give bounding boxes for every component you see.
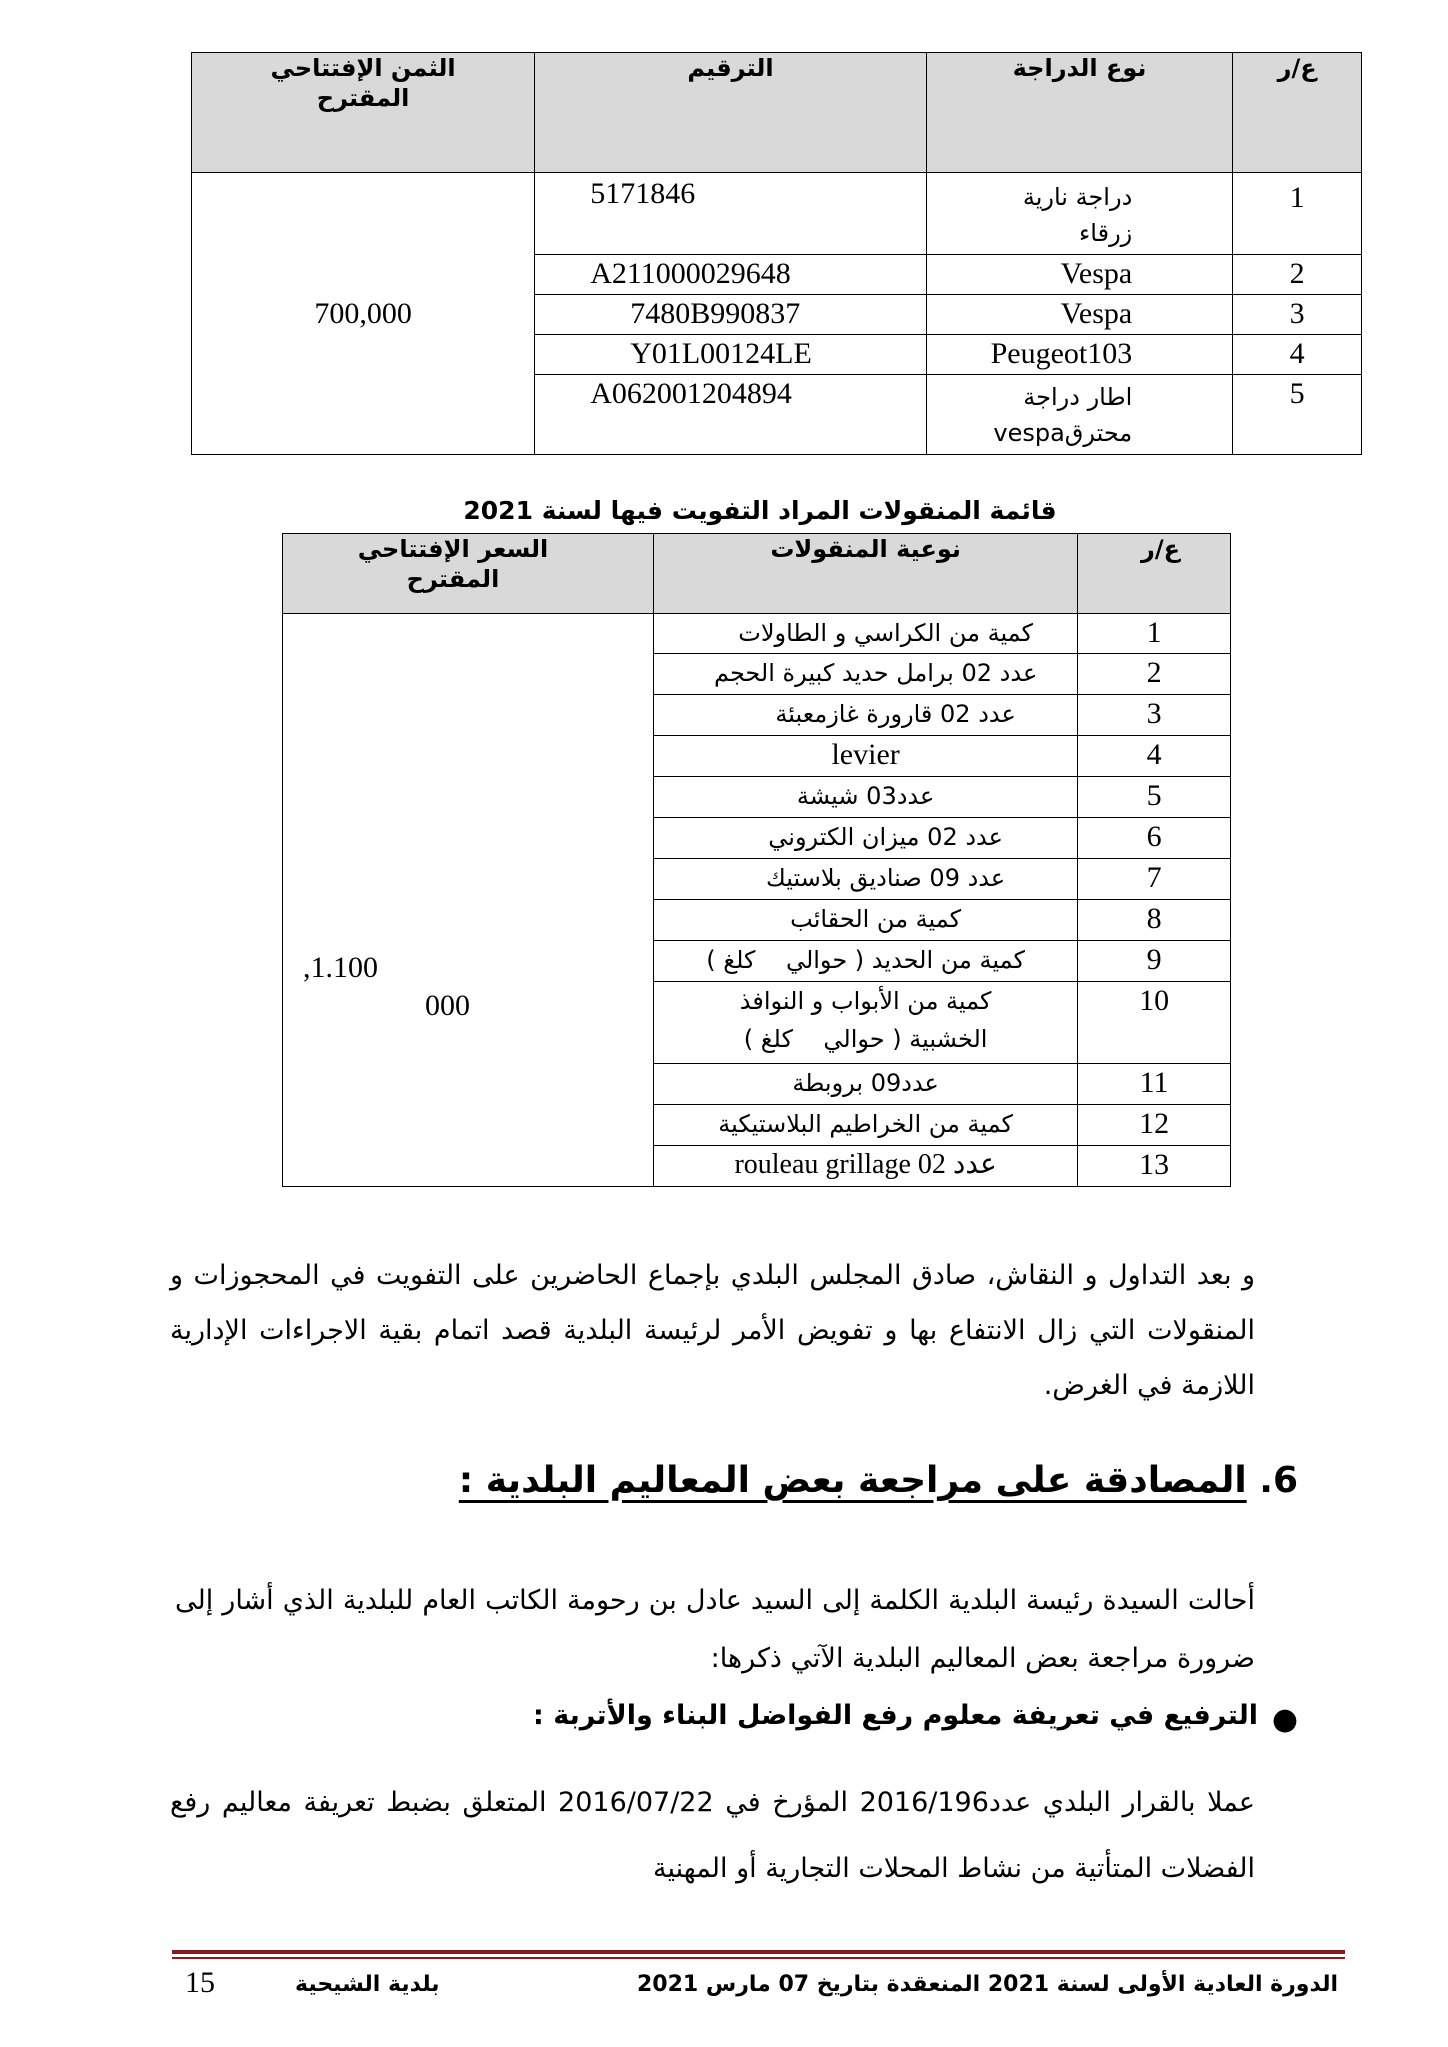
row-item: levier xyxy=(653,736,1077,777)
row-index: 11 xyxy=(1078,1064,1231,1105)
row-index: 5 xyxy=(1233,375,1362,455)
decree-paragraph: عملا بالقرار البلدي عدد2016/196 المؤرخ في 2016/07/22 المتعلق بضبط تعريفة معاليم رفع الفضلات المتأتية من نشاط المحلات التجارية أو المهنية xyxy=(170,1787,1255,1884)
row-index: 10 xyxy=(1078,982,1231,1064)
bullet-icon: ● xyxy=(1271,1702,1298,1737)
row-index: 13 xyxy=(1078,1146,1231,1187)
row-index: 5 xyxy=(1078,777,1231,818)
price-cell xyxy=(283,614,654,1187)
row-index: 4 xyxy=(1233,335,1362,375)
row-index: 9 xyxy=(1078,941,1231,982)
row-type: Peugeot103 xyxy=(926,335,1232,375)
row-index: 2 xyxy=(1233,255,1362,295)
items-table xyxy=(282,533,1231,1187)
row-item: عدد 02 برامل حديد كبيرة الحجم xyxy=(653,654,1077,695)
section-title: المصادقة على مراجعة بعض المعاليم البلدية : xyxy=(458,1460,1247,1501)
row-index: 1 xyxy=(1233,173,1362,255)
row-registration: Y01L00124LE xyxy=(535,335,927,375)
row-type: Vespa xyxy=(926,295,1232,335)
price-value: 700,000 xyxy=(314,296,412,330)
row-item: عدد03 شيشة xyxy=(653,777,1077,818)
row-item: عدد 09 صناديق بلاستيك xyxy=(653,859,1077,900)
header-price: الثمن الإفتتاحي المقترح xyxy=(192,53,535,173)
intro-paragraph: أحالت السيدة رئيسة البلدية الكلمة إلى السيد عادل بن رحومة الكاتب العام للبلدية الذي أشار إلى ضرورة مراجعة بعض المعاليم البلدية الآتي ذكرها: xyxy=(175,1585,1255,1674)
row-item: كمية من الحقائب xyxy=(653,900,1077,941)
section-heading xyxy=(459,1460,1298,1501)
row-index: 2 xyxy=(1078,654,1231,695)
row-index: 12 xyxy=(1078,1105,1231,1146)
footer-line xyxy=(172,1950,1345,1954)
row-registration: A211000029648 xyxy=(535,255,927,295)
page-number: 15 xyxy=(185,1966,215,1999)
row-item: عدد 02 قارورة غازمعبئة xyxy=(653,695,1077,736)
bikes-table xyxy=(191,52,1362,455)
price-value: 1.100, xyxy=(303,951,378,984)
row-registration: 7480B990837 xyxy=(535,295,927,335)
header-registration: الترقيم xyxy=(535,53,927,173)
row-index: 8 xyxy=(1078,900,1231,941)
price-value: 000 xyxy=(425,989,470,1022)
row-type: Vespa xyxy=(926,255,1232,295)
price-cell xyxy=(192,173,535,455)
row-index: 7 xyxy=(1078,859,1231,900)
footer-municipality: بلدية الشيحية xyxy=(295,1972,440,1997)
bullet-text: الترفيع في تعريفة معلوم رفع الفواضل البناء والأتربة : xyxy=(533,1700,1258,1731)
row-item: عدد 02 rouleau grillage xyxy=(653,1146,1077,1187)
header-index: ع/ر xyxy=(1078,534,1231,614)
table2-caption: قائمة المنقولات المراد التفويت فيها لسنة 2021 xyxy=(463,496,1057,525)
row-item: عدد 02 ميزان الكتروني xyxy=(653,818,1077,859)
row-item: كمية من الكراسي و الطاولات xyxy=(653,614,1077,654)
row-item: كمية من الخراطيم البلاستيكية xyxy=(653,1105,1077,1146)
footer-session: الدورة العادية الأولى لسنة 2021 المنعقدة بتاريخ 07 مارس 2021 xyxy=(636,1972,1338,1997)
decision-paragraph: و بعد التداول و النقاش، صادق المجلس البلدي بإجماع الحاضرين على التفويت في المحجوزات و المنقولات التي زال الانتفاع بها و تفويض الأمر لرئيسة البلدية قصد اتمام بقية الاجراءات الإدارية اللازمة في الغرض. xyxy=(170,1260,1255,1401)
row-index: 6 xyxy=(1078,818,1231,859)
row-item: كمية من الأبواب و النوافذ الخشبية ( حوالي كلغ ) xyxy=(653,982,1077,1064)
header-price: السعر الإفتتاحي المقترح xyxy=(283,534,654,614)
row-registration: A062001204894 xyxy=(535,375,927,455)
row-index: 3 xyxy=(1233,295,1362,335)
row-registration: 5171846 xyxy=(535,173,927,255)
row-type: دراجة نارية زرقاء xyxy=(926,173,1232,255)
row-index: 4 xyxy=(1078,736,1231,777)
row-index: 1 xyxy=(1078,614,1231,654)
bullet-item xyxy=(533,1700,1298,1737)
header-type: نوع الدراجة xyxy=(926,53,1232,173)
section-number: 6. xyxy=(1259,1460,1298,1501)
row-index: 3 xyxy=(1078,695,1231,736)
header-index: ع/ر xyxy=(1233,53,1362,173)
row-item: عدد09 بروبطة xyxy=(653,1064,1077,1105)
header-item: نوعية المنقولات xyxy=(653,534,1077,614)
row-type: اطار دراجة محترقvespa xyxy=(926,375,1232,455)
row-item: كمية من الحديد ( حوالي كلغ ) xyxy=(653,941,1077,982)
footer-line-thin xyxy=(172,1957,1345,1959)
